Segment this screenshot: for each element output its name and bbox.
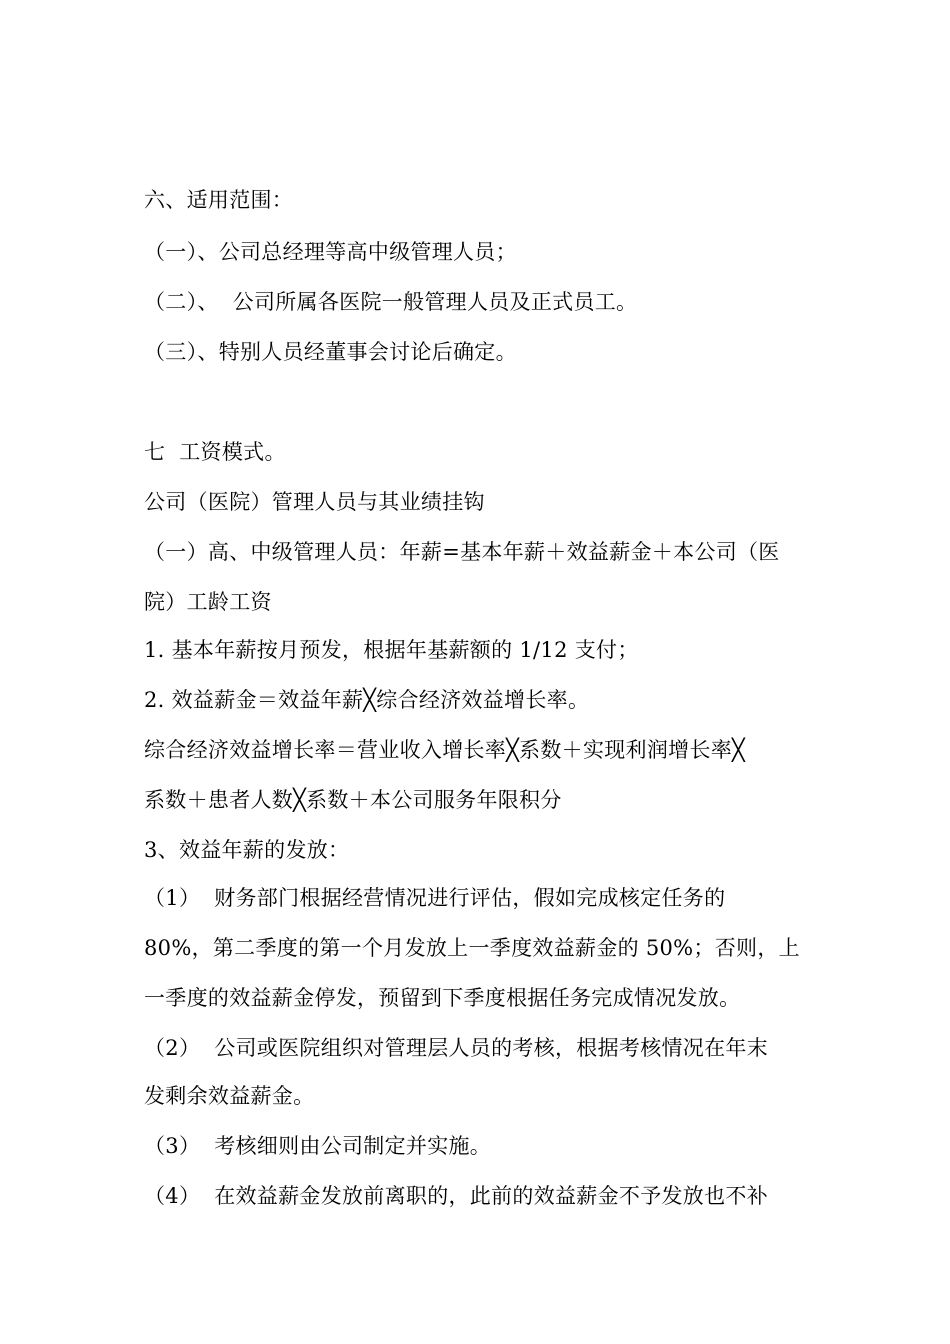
section-7-intro: 公司（医院）管理人员与其业绩挂钩 [144, 490, 485, 514]
point-2: 2. 效益薪金＝效益年薪╳综合经济效益增长率。 [144, 688, 590, 712]
sub-1-line-3: 一季度的效益薪金停发，预留到下季度根据任务完成情况发放。 [144, 986, 741, 1010]
sub-3: （3） 考核细则由公司制定并实施。 [144, 1134, 492, 1158]
sub-4: （4） 在效益薪金发放前离职的，此前的效益薪金不予发放也不补 [144, 1184, 769, 1208]
point-3: 3、效益年薪的发放： [144, 838, 350, 862]
section-6-item-1: （一）、公司总经理等高中级管理人员； [144, 240, 517, 264]
section-6-item-3: （三）、特别人员经董事会讨论后确定。 [144, 340, 517, 364]
sub-2-line-2: 发剩余效益薪金。 [144, 1084, 315, 1108]
sub-2-line-1: （2） 公司或医院组织对管理层人员的考核，根据考核情况在年末 [144, 1036, 769, 1060]
section-6-item-2: （二）、 公司所属各医院一般管理人员及正式员工。 [144, 290, 638, 314]
point-1: 1. 基本年薪按月预发，根据年基薪额的 1/12 支付； [144, 638, 639, 662]
sub-1-line-1: （1） 财务部门根据经营情况进行评估，假如完成核定任务的 [144, 886, 726, 910]
formula-line-2: 系数＋患者人数╳系数＋本公司服务年限积分 [144, 788, 562, 812]
section-6-heading: 六、适用范围： [144, 188, 294, 212]
part-1-line-2: 院）工龄工资 [144, 590, 272, 614]
sub-1-line-2: 80%，第二季度的第一个月发放上一季度效益薪金的 50%；否则，上 [144, 936, 800, 960]
part-1-line-1: （一）高、中级管理人员：年薪=基本年薪＋效益薪金＋本公司（医 [144, 540, 780, 564]
section-7-heading: 七 工资模式。 [144, 440, 286, 464]
formula-line-1: 综合经济效益增长率＝营业收入增长率╳系数＋实现利润增长率╳ [144, 738, 745, 762]
